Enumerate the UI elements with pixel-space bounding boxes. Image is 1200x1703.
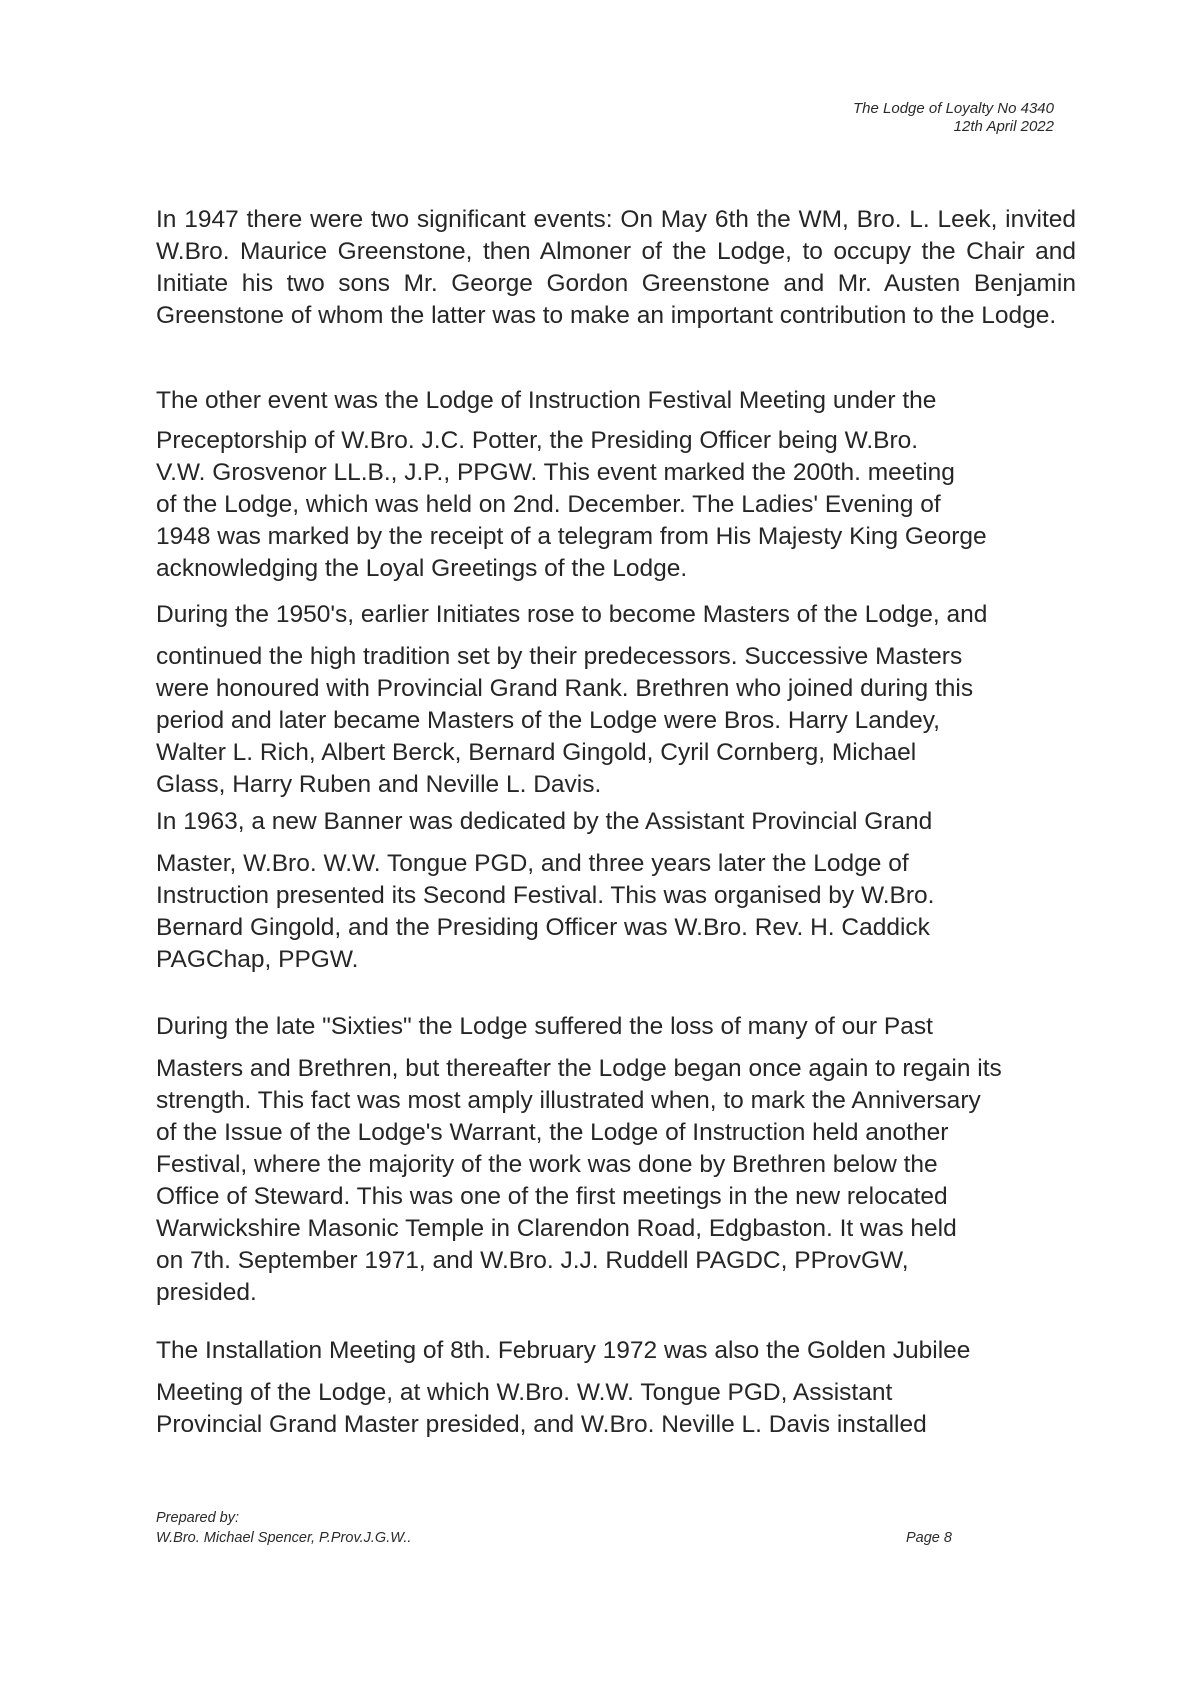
text-line: Walter L. Rich, Albert Berck, Bernard Gingold, Cyril Cornberg, Michael xyxy=(156,739,917,766)
text-line: strength. This fact was most amply illustrated when, to mark the Anniversary xyxy=(156,1087,981,1114)
text-line: Preceptorship of W.Bro. J.C. Potter, the Presiding Officer being W.Bro. xyxy=(156,427,919,454)
text-line: on 7th. September 1971, and W.Bro. J.J. Ruddell PAGDC, PProvGW, xyxy=(156,1247,909,1274)
text-line: V.W. Grosvenor LL.B., J.P., PPGW. This event marked the 200th. meeting xyxy=(156,459,955,486)
text-line: of the Lodge, which was held on 2nd. December. The Ladies' Evening of xyxy=(156,491,941,518)
paragraph-lodge-of-instruction xyxy=(156,385,987,585)
text-line: Bernard Gingold, and the Presiding Officer was W.Bro. Rev. H. Caddick xyxy=(156,914,930,941)
page-header xyxy=(853,100,1054,136)
paragraph-1950s xyxy=(156,599,987,801)
text-line: period and later became Masters of the Lodge were Bros. Harry Landey, xyxy=(156,707,940,734)
text-line: During the late "Sixties" the Lodge suffered the loss of many of our Past xyxy=(156,1013,933,1040)
text-line: Provincial Grand Master presided, and W.Bro. Neville L. Davis installed xyxy=(156,1411,927,1438)
text-line: In 1963, a new Banner was dedicated by the Assistant Provincial Grand xyxy=(156,808,933,835)
footer-prepared-by xyxy=(156,1508,411,1548)
text-line: During the 1950's, earlier Initiates rose to become Masters of the Lodge, and xyxy=(156,601,988,628)
text-line: The other event was the Lodge of Instruction Festival Meeting under the xyxy=(156,387,937,414)
text-line: Festival, where the majority of the work was done by Brethren below the xyxy=(156,1151,938,1178)
text-line: acknowledging the Loyal Greetings of the Lodge. xyxy=(156,555,688,582)
text-line: were honoured with Provincial Grand Rank. Brethren who joined during this xyxy=(156,675,974,702)
text-line: Office of Steward. This was one of the first meetings in the new relocated xyxy=(156,1183,948,1210)
text-line: of the Issue of the Lodge's Warrant, the Lodge of Instruction held another xyxy=(156,1119,949,1146)
text-line: Meeting of the Lodge, at which W.Bro. W.W. Tongue PGD, Assistant xyxy=(156,1379,893,1406)
author-name: W.Bro. Michael Spencer, P.Prov.J.G.W.. xyxy=(156,1530,412,1546)
text-line: Instruction presented its Second Festival. This was organised by W.Bro. xyxy=(156,882,935,909)
text-line: Glass, Harry Ruben and Neville L. Davis. xyxy=(156,771,602,798)
page-number: Page 8 xyxy=(906,1530,952,1546)
text-line: Masters and Brethren, but thereafter the Lodge began once again to regain its xyxy=(156,1055,1002,1082)
text-line: presided. xyxy=(156,1279,257,1306)
paragraph-late-sixties xyxy=(156,1011,1002,1309)
text-line: continued the high tradition set by their predecessors. Successive Masters xyxy=(156,643,963,670)
paragraph-1947-events: In 1947 there were two significant events: On May 6th the WM, Bro. L. Leek, invited W.Bro. Maurice Greenstone, then Almoner of the Lodge, to occupy the Chair and Initiate his two sons Mr. George Gordon Greenstone and Mr. Austen Benjamin Greenstone of whom the latter was to make an important contribution to the Lodge. xyxy=(156,206,1076,329)
text-line: The Installation Meeting of 8th. February 1972 was also the Golden Jubilee xyxy=(156,1337,971,1364)
text-line: 1948 was marked by the receipt of a telegram from His Majesty King George xyxy=(156,523,987,550)
text-line: Warwickshire Masonic Temple in Clarendon Road, Edgbaston. It was held xyxy=(156,1215,957,1242)
text-line: Master, W.Bro. W.W. Tongue PGD, and three years later the Lodge of xyxy=(156,850,909,877)
paragraph-1963-banner xyxy=(156,806,934,976)
text-line: PAGChap, PPGW. xyxy=(156,946,359,973)
header-lodge-name: The Lodge of Loyalty No 4340 xyxy=(853,100,1054,117)
paragraph-golden-jubilee xyxy=(156,1335,970,1441)
header-date: 12th April 2022 xyxy=(953,118,1054,135)
prepared-by-label: Prepared by: xyxy=(156,1510,240,1526)
